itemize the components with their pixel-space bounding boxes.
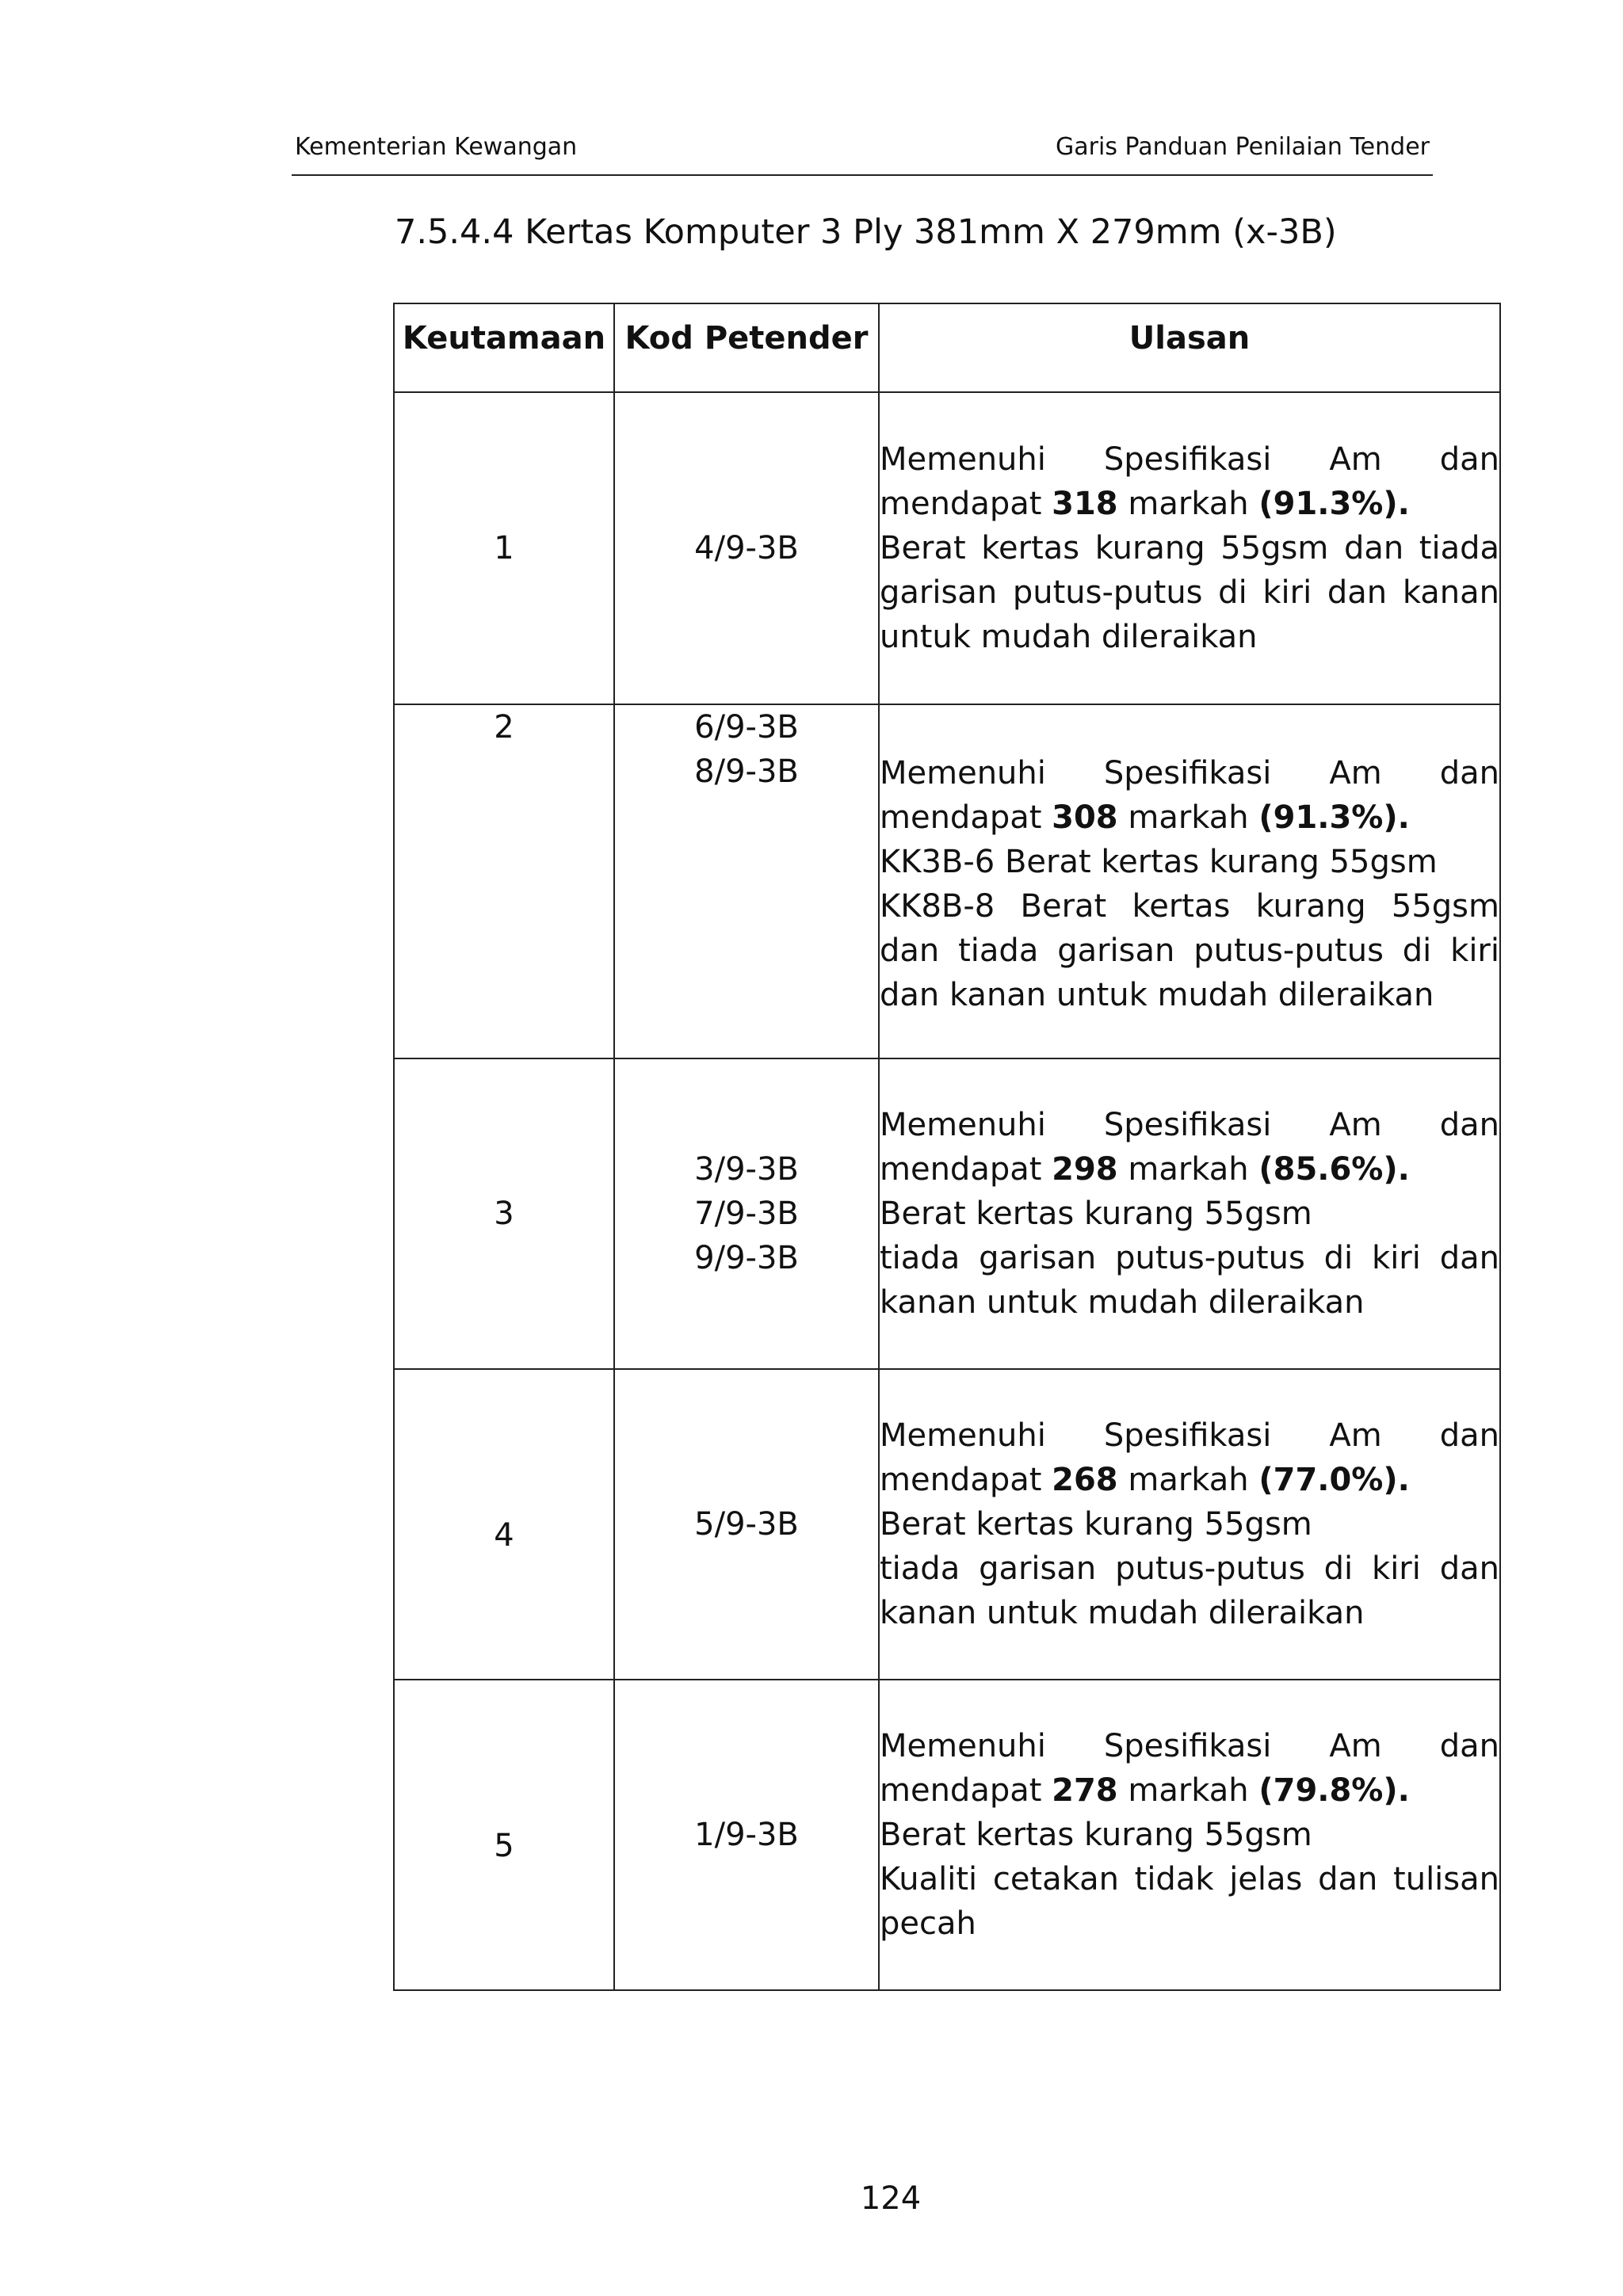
review-cell xyxy=(879,1680,1500,1990)
review-score: 298 xyxy=(1052,1151,1118,1188)
rank-cell: 4 xyxy=(394,1369,614,1680)
tenderer-code: 9/9-3B xyxy=(694,1240,799,1276)
column-header-keutamaan: Keutamaan xyxy=(394,303,614,392)
review-intro: Memenuhi Spesifikasi Am dan xyxy=(880,441,1499,478)
tender-ranking-table xyxy=(393,303,1501,1991)
review-line: untuk mudah dileraikan xyxy=(880,619,1258,655)
review-mendapat: mendapat xyxy=(880,1772,1042,1809)
rank-cell: 1 xyxy=(394,392,614,704)
header-ministry: Kementerian Kewangan xyxy=(295,133,578,161)
review-intro: Memenuhi Spesifikasi Am dan xyxy=(880,1728,1499,1764)
table-header-row xyxy=(394,303,1500,392)
review-line: kanan untuk mudah dileraikan xyxy=(880,1284,1365,1321)
review-cell xyxy=(879,1369,1500,1680)
rank-cell: 5 xyxy=(394,1680,614,1990)
tenderer-code: 8/9-3B xyxy=(694,753,799,790)
review-line: garisan putus-putus di kiri dan kanan xyxy=(880,574,1499,611)
review-line: Berat kertas kurang 55gsm dan tiada xyxy=(880,530,1499,566)
tenderer-code: 5/9-3B xyxy=(694,1506,799,1543)
tenderer-code: 7/9-3B xyxy=(694,1196,799,1232)
section-title: 7.5.4.4 Kertas Komputer 3 Ply 381mm X 279mm (x-3B) xyxy=(395,212,1337,252)
review-score-line xyxy=(880,1147,1499,1192)
review-line: Berat kertas kurang 55gsm xyxy=(880,1506,1312,1543)
tenderer-code: 3/9-3B xyxy=(694,1151,799,1188)
review-intro: Memenuhi Spesifikasi Am dan xyxy=(880,755,1499,791)
review-mendapat: mendapat xyxy=(880,1462,1042,1498)
table-row xyxy=(394,704,1500,1058)
review-line: tiada garisan putus-putus di kiri dan xyxy=(880,1550,1499,1587)
review-markah: markah xyxy=(1128,1462,1249,1498)
review-markah: markah xyxy=(1128,486,1249,522)
page-number: 124 xyxy=(860,2180,922,2217)
table-row xyxy=(394,1058,1500,1369)
review-line: Berat kertas kurang 55gsm xyxy=(880,1196,1312,1232)
review-line: tiada garisan putus-putus di kiri dan xyxy=(880,1240,1499,1276)
page-header xyxy=(292,127,1433,176)
review-percent: (79.8%). xyxy=(1258,1772,1410,1809)
code-cell xyxy=(614,1680,879,1990)
review-markah: markah xyxy=(1128,1151,1249,1188)
review-score-line xyxy=(880,795,1499,840)
review-line: Berat kertas kurang 55gsm xyxy=(880,1817,1312,1853)
review-percent: (91.3%). xyxy=(1258,486,1410,522)
review-markah: markah xyxy=(1128,799,1249,836)
review-score: 318 xyxy=(1052,486,1118,522)
review-score: 308 xyxy=(1052,799,1118,836)
column-header-ulasan: Ulasan xyxy=(879,303,1500,392)
code-cell xyxy=(614,704,879,1058)
rank-cell: 3 xyxy=(394,1058,614,1369)
table-row xyxy=(394,1680,1500,1990)
review-line: Kualiti cetakan tidak jelas dan tulisan xyxy=(880,1861,1499,1897)
review-line: dan kanan untuk mudah dileraikan xyxy=(880,977,1434,1013)
review-cell xyxy=(879,392,1500,704)
column-header-kod-petender: Kod Petender xyxy=(614,303,879,392)
tenderer-code: 6/9-3B xyxy=(694,709,799,746)
tenderer-code: 1/9-3B xyxy=(694,1817,799,1853)
review-score: 268 xyxy=(1052,1462,1118,1498)
tenderer-code: 4/9-3B xyxy=(694,530,799,566)
review-markah: markah xyxy=(1128,1772,1249,1809)
review-score-line xyxy=(880,1768,1499,1813)
review-percent: (85.6%). xyxy=(1258,1151,1410,1188)
review-intro: Memenuhi Spesifikasi Am dan xyxy=(880,1417,1499,1454)
review-score-line xyxy=(880,482,1499,526)
table-row xyxy=(394,1369,1500,1680)
review-line: KK3B-6 Berat kertas kurang 55gsm xyxy=(880,844,1438,880)
review-mendapat: mendapat xyxy=(880,799,1042,836)
review-intro: Memenuhi Spesifikasi Am dan xyxy=(880,1107,1499,1143)
code-cell xyxy=(614,1369,879,1680)
review-line: KK8B-8 Berat kertas kurang 55gsm xyxy=(880,888,1499,925)
review-line: dan tiada garisan putus-putus di kiri xyxy=(880,933,1499,969)
table-row xyxy=(394,392,1500,704)
header-document-title: Garis Panduan Penilaian Tender xyxy=(1056,133,1430,161)
code-cell xyxy=(614,1058,879,1369)
review-cell xyxy=(879,1058,1500,1369)
review-score: 278 xyxy=(1052,1772,1118,1809)
review-mendapat: mendapat xyxy=(880,1151,1042,1188)
review-line: pecah xyxy=(880,1905,976,1942)
review-percent: (77.0%). xyxy=(1258,1462,1410,1498)
rank-cell: 2 xyxy=(394,704,614,1058)
review-mendapat: mendapat xyxy=(880,486,1042,522)
review-cell xyxy=(879,704,1500,1058)
code-cell xyxy=(614,392,879,704)
review-score-line xyxy=(880,1458,1499,1502)
review-percent: (91.3%). xyxy=(1258,799,1410,836)
review-line: kanan untuk mudah dileraikan xyxy=(880,1595,1365,1631)
